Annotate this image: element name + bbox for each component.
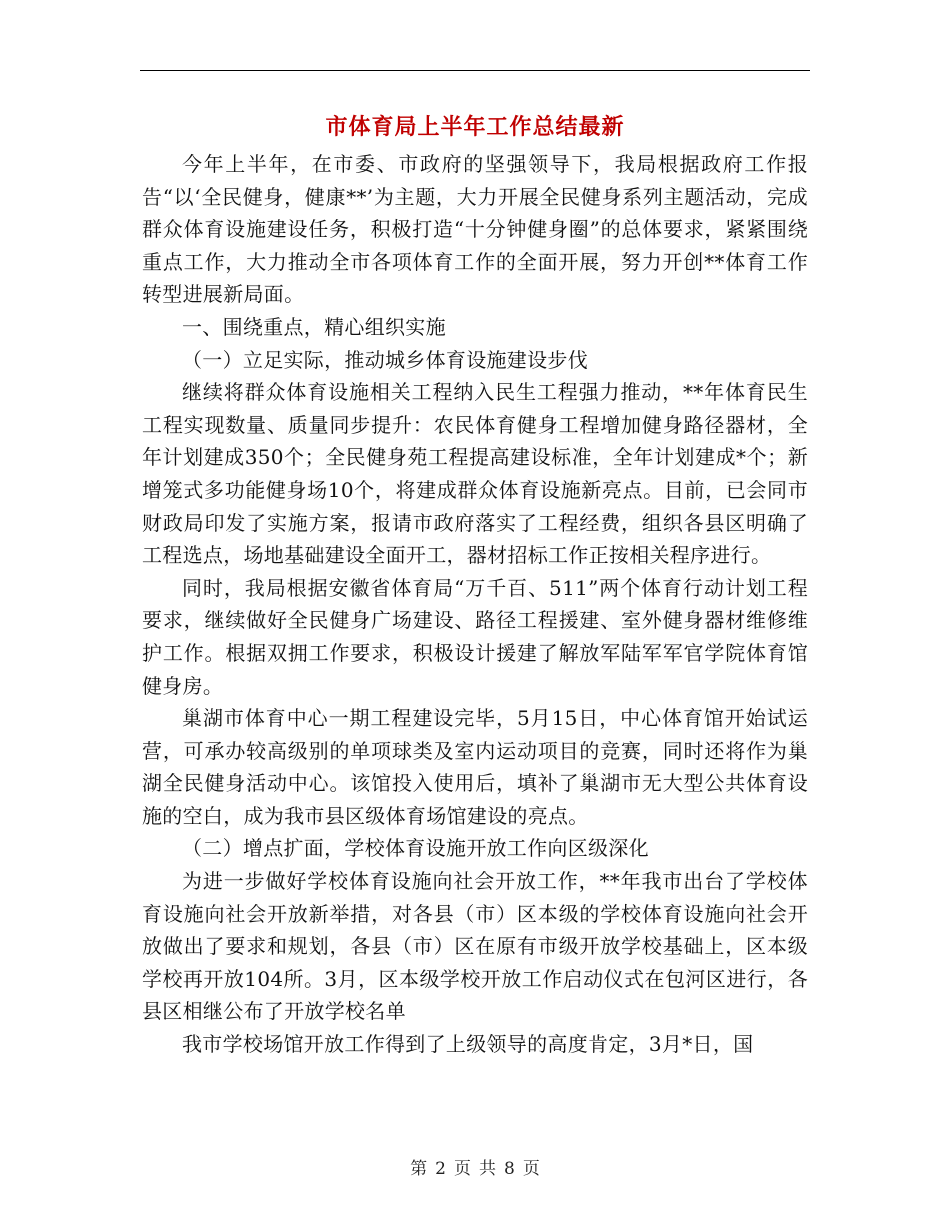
paragraph: 我市学校场馆开放工作得到了上级领导的高度肯定，3月*日，国 <box>182 1032 754 1057</box>
section-heading: 一、围绕重点，精心组织实施 <box>182 314 446 339</box>
paragraph: 为进一步做好学校体育设施向社会开放工作，**年我市出台了学校体育设施向社会开放新举措，对各县（市）区本级的学校体育设施向社会开放做出了要求和规划，各县（市）区在原有市级开放学校基础上，区本级学校再开放104所。3月，区本级学校开放工作启动仪式在包河区进行，各县区相继公布了开放学校名单 <box>142 869 808 1024</box>
paragraph: 今年上半年，在市委、市政府的坚强领导下，我局根据政府工作报告“以‘全民健身，健康**’为主题，大力开展全民健身系列主题活动，完成群众体育设施建设任务，积极打造“十分钟健身圈”的总体要求，紧紧围绕重点工作，大力推动全市各项体育工作的全面开展，努力开创**体育工作转型进展新局面。 <box>142 152 808 307</box>
paragraph: 继续将群众体育设施相关工程纳入民生工程强力推动，**年体育民生工程实现数量、质量同步提升：农民体育健身工程增加健身路径器材，全年计划建成350个；全民健身苑工程提高建设标准，全年计划建成*个；新增笼式多功能健身场10个，将建成群众体育设施新亮点。目前，已会同市财政局印发了实施方案，报请市政府落实了工程经费，组织各县区明确了工程选点，场地基础建设全面开工，器材招标工作正按相关程序进行。 <box>142 380 808 568</box>
footer-total-prefix: 共 <box>479 1159 496 1179</box>
paragraph: 巢湖市体育中心一期工程建设完毕，5月15日，中心体育馆开始试运营，可承办较高级别的单项球类及室内运动项目的竞赛，同时还将作为巢湖全民健身活动中心。该馆投入使用后，填补了巢湖市无大型公共体育设施的空白，成为我市县区级体育场馆建设的亮点。 <box>142 706 808 828</box>
footer-page-unit: 页 <box>454 1159 471 1179</box>
paragraph: 同时，我局根据安徽省体育局“万千百、511”两个体育行动计划工程要求，继续做好全民健身广场建设、路径工程援建、室外健身器材维修维护工作。根据双拥工作要求，积极设计援建了解放军陆军军官学院体育馆健身房。 <box>142 575 808 698</box>
subsection-heading: （二）增点扩面，学校体育设施开放工作向区级深化 <box>182 836 649 861</box>
footer-prefix: 第 <box>410 1159 428 1179</box>
subsection-heading: （一）立足实际，推动城乡体育设施建设步伐 <box>182 347 588 372</box>
page-footer <box>0 1154 950 1179</box>
total-pages: 8 <box>504 1159 515 1179</box>
document-body <box>142 148 808 1061</box>
footer-total-unit: 页 <box>522 1159 540 1179</box>
header-rule <box>140 70 810 71</box>
page-number: 2 <box>435 1159 446 1179</box>
document-title: 市体育局上半年工作总结最新 <box>325 114 625 140</box>
